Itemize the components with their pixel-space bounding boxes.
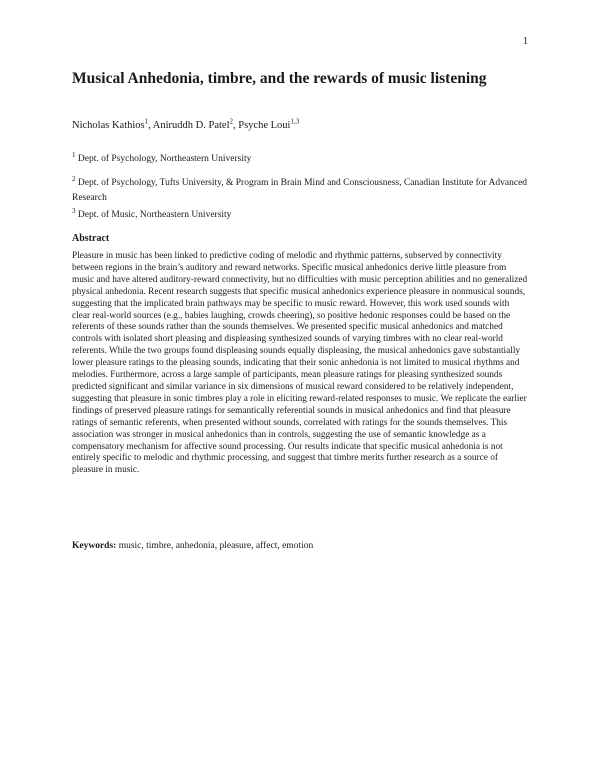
author-name: Aniruddh D. Patel [152,120,230,131]
affiliation [72,208,528,223]
author-name: Nicholas Kathios [72,120,145,131]
keywords [72,541,528,552]
keywords-label: Keywords: [72,541,117,551]
author-affiliation-mark: 1 [144,117,149,126]
affiliation-text: Dept. of Psychology, Northeastern University [77,154,252,164]
abstract-body: Pleasure in music has been linked to predictive coding of melodic and rhythmic patterns, subserved by connectivity between regions in the brain’s auditory and reward networks. Specific musical anhedonics derive little pleasure from music and have altered auditory-reward connectivity, but no difficulties with music perception abilities and no generalized physical anhedonia. Recent research suggests that specific musical anhedonics experience pleasure in nonmusical sounds, suggesting that the implicated brain pathways may be specific to music reward. However, this work used sounds with clear real-world sources (e.g., babies laughing, crowds cheering), so positive hedonic responses could be based on the referents of these sounds rather than the sounds themselves. We presented specific musical anhedonics and matched controls with isolated short pleasing and displeasing synthesized sounds of varying timbres with no clear real-world referents. While the two groups found displeasing sounds equally displeasing, the musical anhedonics gave substantially lower pleasure ratings to the pleasing sounds, indicating that their sonic anhedonia is not limited to musical rhythms and melodies. Furthermore, across a large sample of participants, mean pleasure ratings for pleasing synthesized sounds predicted significant and similar variance in six dimensions of musical reward considered to be relatively independent, suggesting that pleasure in sonic timbres play a role in eliciting reward-related responses to music. We replicate the earlier findings of preserved pleasure ratings for semantically referential sounds in musical anhedonics and find that pleasure ratings of semantic referents, when presented without sounds, correlated with ratings for the sounds themselves. This association was stronger in musical anhedonics than in controls, suggesting the use of semantic knowledge as a compensatory mechanism for affective sound processing. Our results indicate that specific musical anhedonia is not entirely specific to melodic and rhythmic processing, and suggest that timbre merits further research as a source of pleasure in music. [72,251,528,476]
abstract-heading: Abstract [72,233,110,244]
author-name: Psyche Loui [238,120,291,131]
affiliation [72,176,528,205]
affiliation-mark: 2 [72,174,76,183]
page-number: 1 [523,36,528,47]
author-affiliation-mark: 2 [229,117,233,126]
affiliation [72,152,528,167]
keywords-text: music, timbre, anhedonia, pleasure, affect, emotion [118,541,314,551]
author-separator: , [233,120,239,131]
author-list [72,117,300,133]
paper-title: Musical Anhedonia, timbre, and the rewards of music listening [72,70,487,87]
author-affiliation-mark: 1,3 [290,117,300,126]
affiliation-mark: 3 [72,206,76,215]
author-separator: , [148,120,153,131]
affiliation-text: Dept. of Psychology, Tufts University, & Program in Brain Mind and Consciousness, Canadian Institute for Advanced Research [72,178,528,203]
affiliation-text: Dept. of Music, Northeastern University [77,210,232,220]
affiliation-mark: 1 [72,150,76,159]
